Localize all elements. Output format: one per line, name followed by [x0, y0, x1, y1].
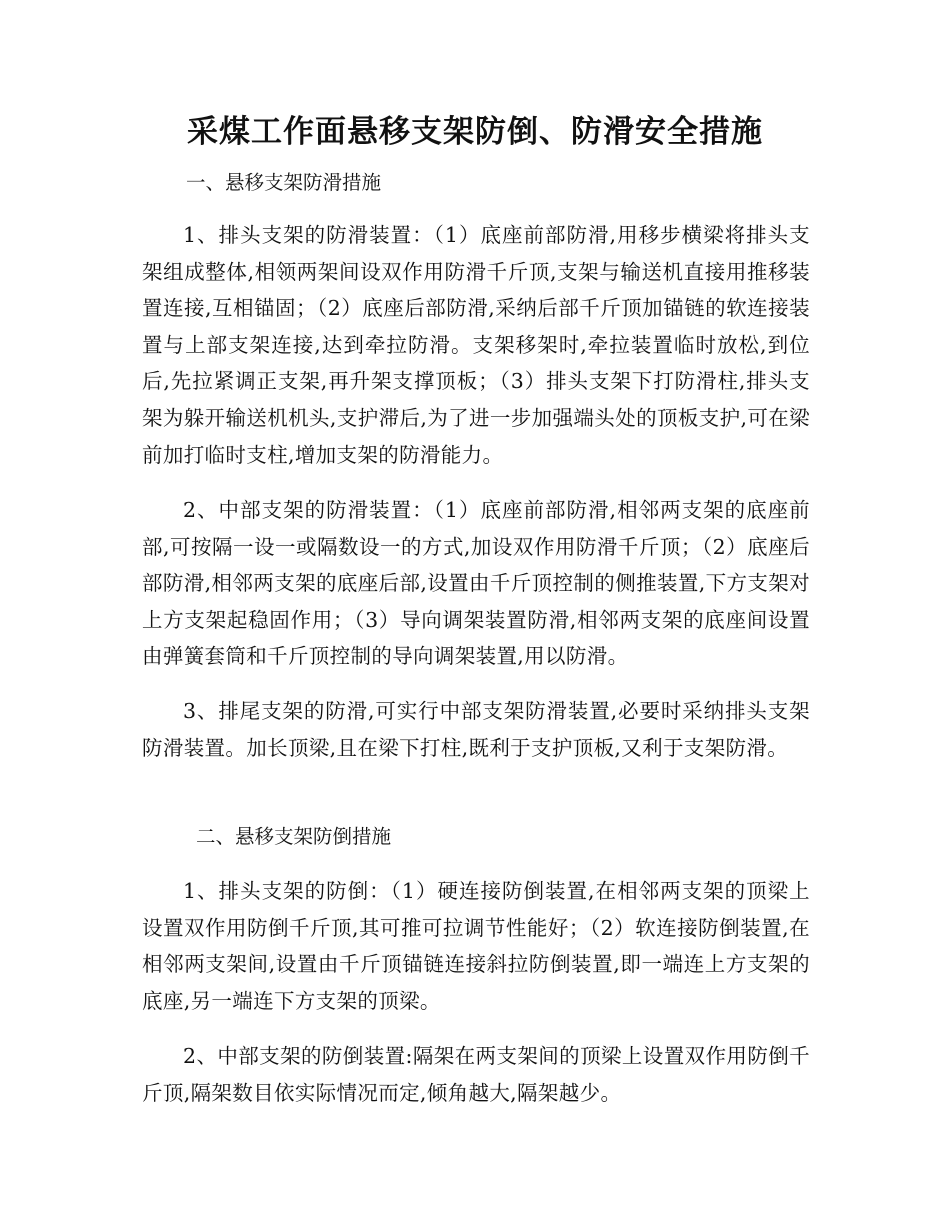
paragraph-tail-support-anti-slip: 3、排尾支架的防滑,可实行中部支架防滑装置,必要时采纳排头支架防滑装置。加长顶梁,且在梁下打柱,既利于支护顶板,又利于支架防滑。 [142, 699, 810, 760]
paragraph-head-support-anti-slip: 1、排头支架的防滑装置：（1）底座前部防滑,用移步横梁将排头支架组成整体,相领两架间设双作用防滑千斤顶,支架与输送机直接用推移装置连接,互相锚固；（2）底座后部防滑,采纳后部千斤顶加锚链的软连接装置与上部支架连接,达到牵拉防滑。支架移架时,牵拉装置临时放松,到位后,先拉紧调正支架,再升架支撑顶板；（3）排头支架下打防滑柱,排头支架为躲开输送机机头,支护滞后,为了进一步加强端头处的顶板支护,可在梁前加打临时支柱,增加支架的防滑能力。 [142, 223, 810, 467]
document-title: 采煤工作面悬移支架防倒、防滑安全措施 [187, 114, 763, 150]
paragraph-middle-support-anti-topple: 2、中部支架的防倒装置:隔架在两支架间的顶梁上设置双作用防倒千斤顶,隔架数目依实际情况而定,倾角越大,隔架越少。 [142, 1044, 810, 1105]
paragraph-head-support-anti-topple: 1、排头支架的防倒：（1）硬连接防倒装置,在相邻两支架的顶梁上设置双作用防倒千斤顶,其可推可拉调节性能好；（2）软连接防倒装置,在相邻两支架间,设置由千斤顶锚链连接斜拉防倒装置,即一端连上方支架的底座,另一端连下方支架的顶梁。 [142, 879, 810, 1013]
paragraph-middle-support-anti-slip: 2、中部支架的防滑装置：（1）底座前部防滑,相邻两支架的底座前部,可按隔一设一或隔数设一的方式,加设双作用防滑千斤顶；（2）底座后部防滑,相邻两支架的底座后部,设置由千斤顶控制的侧推装置,下方支架对上方支架起稳固作用；（3）导向调架装置防滑,相邻两支架的底座间设置由弹簧套筒和千斤顶控制的导向调架装置,用以防滑。 [142, 498, 810, 669]
section-heading-anti-slip: 一、悬移支架防滑措施 [186, 171, 382, 194]
section-heading-anti-topple: 二、悬移支架防倒措施 [196, 825, 392, 848]
